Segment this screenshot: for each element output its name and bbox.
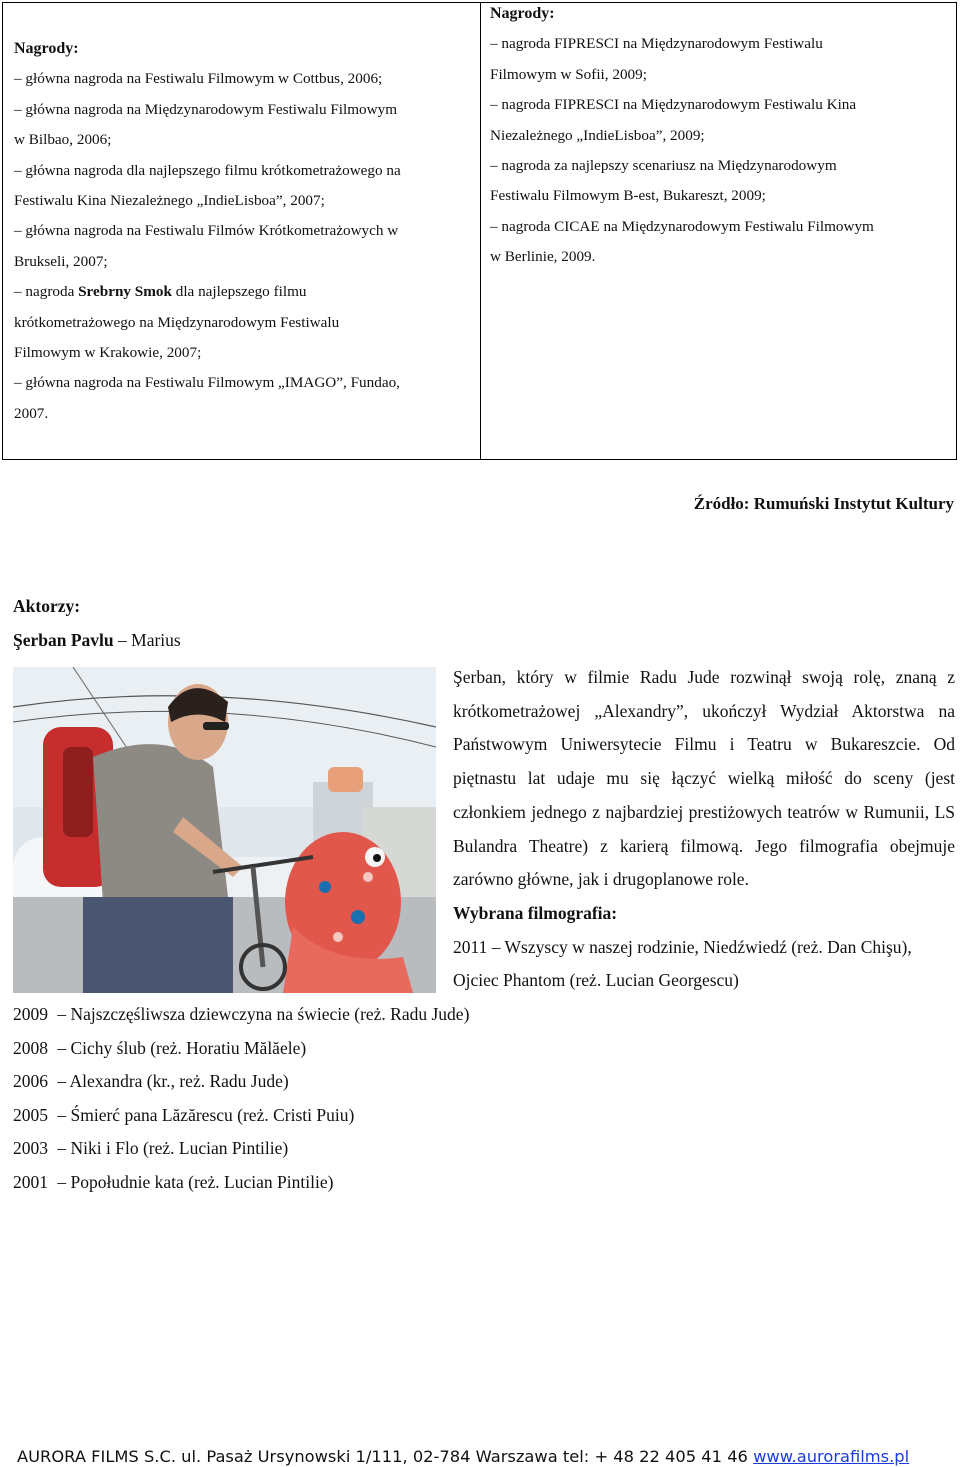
filmography-year: 2009 xyxy=(13,1004,48,1024)
filmography-entry xyxy=(13,998,469,1032)
filmography-year: 2003 xyxy=(13,1138,48,1159)
filmography-title: – Niki i Flo (reż. Lucian Pintilie) xyxy=(57,1138,289,1159)
filmography-title: – Popołudnie kata (reż. Lucian Pintilie) xyxy=(57,1171,334,1192)
filmography-entry xyxy=(13,1132,469,1166)
award-smok-prefix: – nagroda xyxy=(14,283,79,301)
source-note: Źródło: Rumuński Instytut Kultury xyxy=(693,494,954,513)
filmography-year: 2001 xyxy=(13,1171,48,1192)
filmography-title: – Najszczęśliwsza dziewczyna na świecie (reż. Radu Jude) xyxy=(57,1004,470,1024)
award-line-smok xyxy=(14,277,472,307)
actor-name: Şerban Pavlu xyxy=(13,630,114,650)
awards-table xyxy=(2,2,957,460)
award-line: – nagroda za najlepszy scenariusz na Międzynarodowym xyxy=(490,157,837,175)
bio-text: Şerban, który w filmie Radu Jude rozwinął swoją rolę, znaną z krótkometrażowej „Alexandry”, ukończył Wydział Aktorstwa na Państwowym Uniwersytecie Filmu i Teatru w Bukareszcie. Od piętnastu lat udaje mu się łączyć wielką miłość do sceny (jest członkiem jednego z najbardziej prestiżowych teatrów w Rumunii, LS Bulandra Theatre) z karierą filmową. Jego filmografia obejmuje zarówno główne, jak i drugoplanowe role. xyxy=(453,667,955,890)
award-smok-bold: Srebrny Smok xyxy=(78,283,172,301)
filmography-entry-first xyxy=(453,931,955,998)
award-line: Brukseli, 2007; xyxy=(14,252,108,270)
award-line: – nagroda FIPRESCI na Międzynarodowym Festiwalu Kina xyxy=(490,96,857,114)
filmography-year: 2006 xyxy=(13,1071,48,1092)
page-footer xyxy=(17,1447,909,1466)
award-line: – nagroda CICAE na Międzynarodowym Festiwalu Filmowym xyxy=(490,217,874,235)
actor-photo-image xyxy=(13,667,436,993)
award-line: w Bilbao, 2006; xyxy=(14,131,112,149)
actor-bio xyxy=(453,661,955,998)
award-line: – główna nagroda na Festiwalu Filmowym „IMAGO”, Fundao, xyxy=(14,374,400,392)
actor-line xyxy=(13,630,181,651)
award-line: – główna nagroda na Festiwalu Filmów Krótkometrażowych w xyxy=(14,222,399,240)
award-line: Niezależnego „IndieLisboa”, 2009; xyxy=(490,126,705,144)
award-line: – główna nagroda na Festiwalu Filmowym w Cottbus, 2006; xyxy=(14,70,383,88)
award-line: – nagroda FIPRESCI na Międzynarodowym Festiwalu xyxy=(490,35,823,53)
award-smok-suffix: dla najlepszego filmu xyxy=(171,283,307,301)
filmography-entry xyxy=(13,1065,469,1099)
filmography-title: – Cichy ślub (reż. Horatiu Mălăele) xyxy=(57,1037,307,1058)
award-line: – główna nagroda na Międzynarodowym Festiwalu Filmowym xyxy=(14,100,398,118)
award-line: Festiwalu Filmowym B-est, Bukareszt, 2009; xyxy=(490,187,766,205)
filmography-list xyxy=(13,998,469,1200)
filmography-entry xyxy=(13,1166,469,1200)
actor-role: – Marius xyxy=(113,630,181,650)
filmography-entry xyxy=(13,1032,469,1066)
award-line: Filmowym w Sofii, 2009; xyxy=(490,65,647,83)
award-line: 2007. xyxy=(14,404,49,422)
award-line: Filmowym w Krakowie, 2007; xyxy=(14,344,202,362)
filmography-year: 2011 xyxy=(453,936,488,957)
footer-text: AURORA FILMS S.C. ul. Pasaż Ursynowski 1/111, 02-784 Warszawa tel: + 48 22 405 41 46 xyxy=(17,1447,754,1466)
filmography-entry xyxy=(13,1099,469,1133)
actors-heading: Aktorzy: xyxy=(13,596,81,616)
filmography-year: 2005 xyxy=(13,1104,48,1125)
filmography-title: – Śmierć pana Lăzărescu (reż. Cristi Puiu) xyxy=(57,1104,355,1125)
award-line: w Berlinie, 2009. xyxy=(490,248,596,266)
awards-heading-right: Nagrody: xyxy=(490,5,555,22)
actor-photo xyxy=(13,667,436,993)
filmography-year: 2008 xyxy=(13,1037,48,1058)
awards-heading-left: Nagrody: xyxy=(14,40,79,57)
footer-website-link[interactable]: www.aurorafilms.pl xyxy=(753,1447,910,1466)
filmography-heading: Wybrana filmografia: xyxy=(453,902,618,923)
award-line: Festiwalu Kina Niezależnego „IndieLisboa”, 2007; xyxy=(14,192,325,210)
award-line: krótkometrażowego na Międzynarodowym Festiwalu xyxy=(14,313,340,331)
awards-cell-left xyxy=(3,3,481,459)
filmography-title: – Wszyscy w naszej rodzinie, Niedźwiedź (reż. Dan Chişu), Ojciec Phantom (reż. Lucian Georgescu) xyxy=(453,936,912,991)
filmography-title: – Alexandra (kr., reż. Radu Jude) xyxy=(57,1071,289,1092)
awards-cell-right xyxy=(481,3,956,459)
award-line: – główna nagroda dla najlepszego filmu krótkometrażowego na xyxy=(14,161,401,179)
